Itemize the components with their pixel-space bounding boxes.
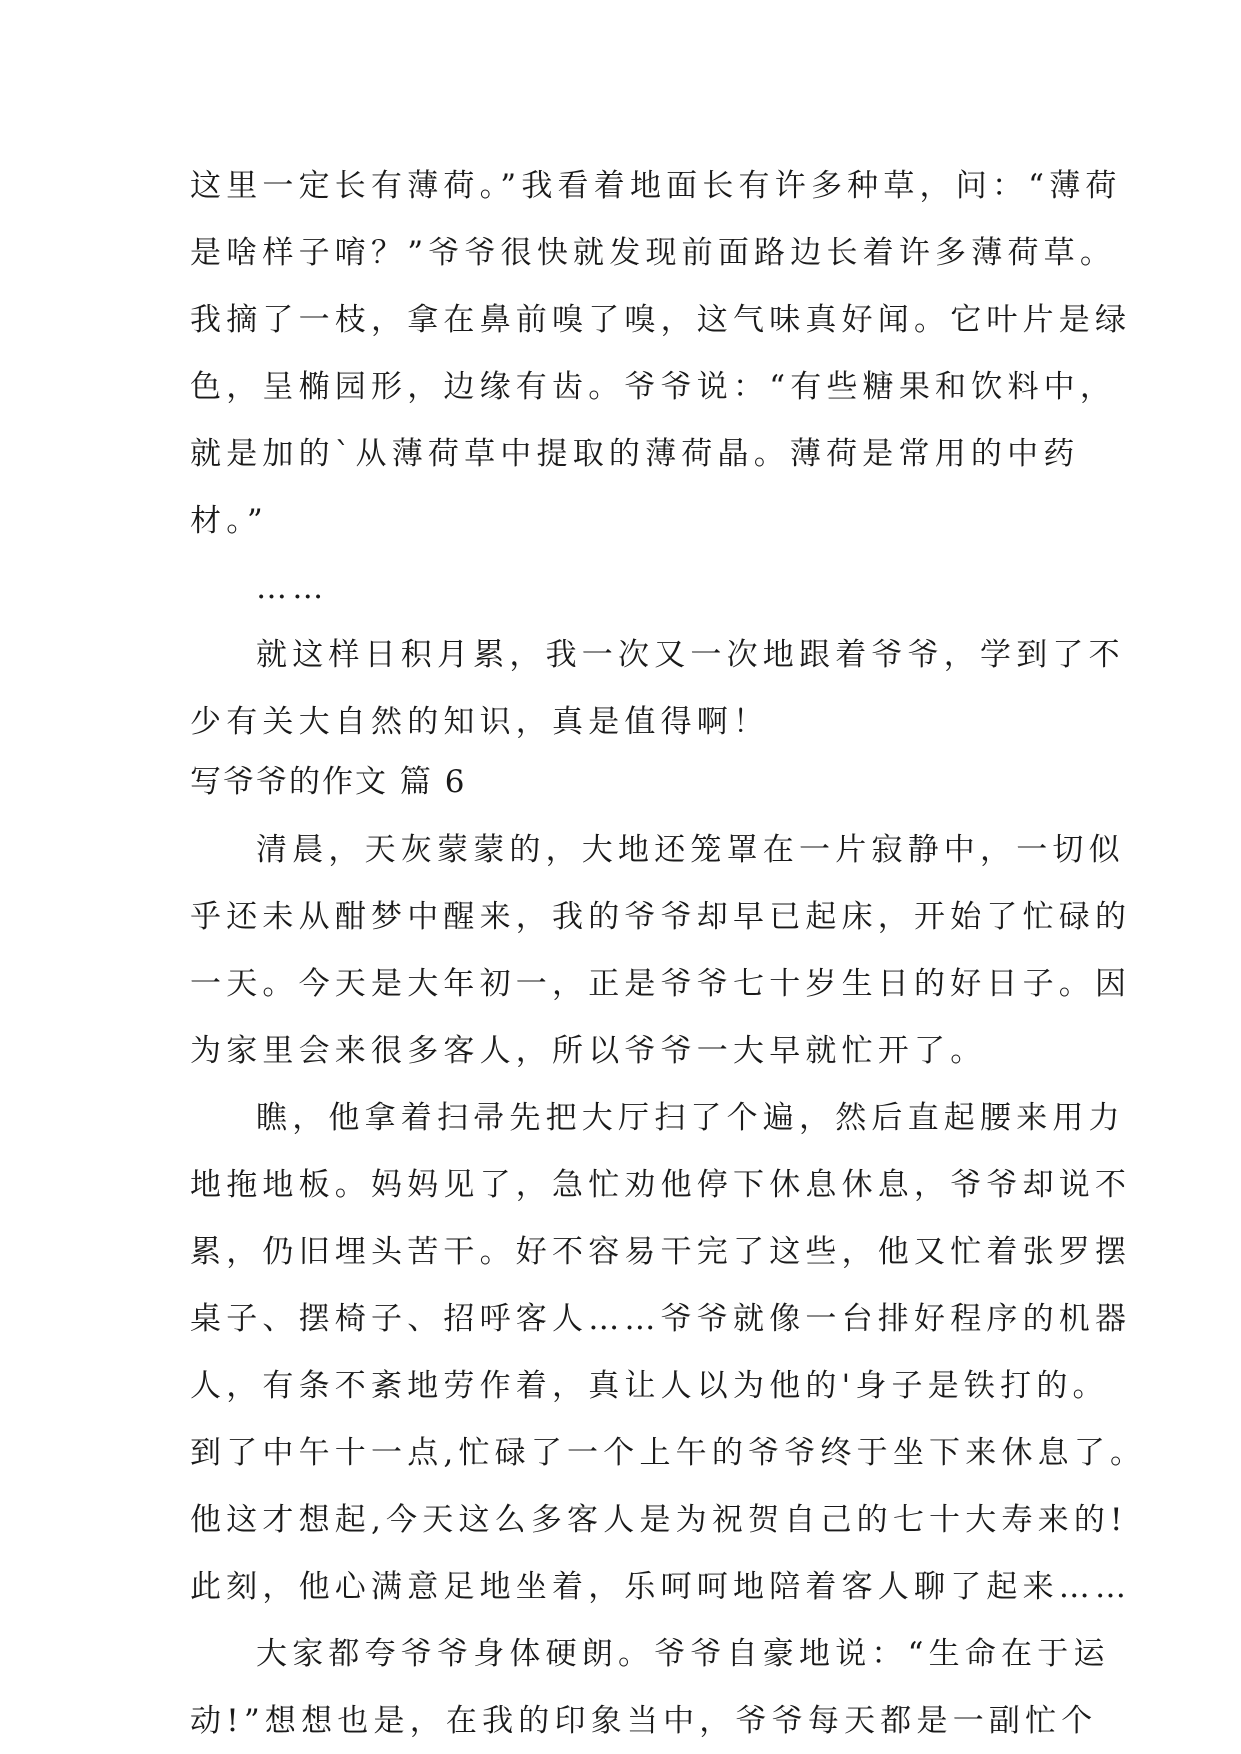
text-line: 人，有条不紊地劳作着，真让人以为他的'身子是铁打的。 (190, 1368, 1109, 1404)
text-line: 是啥样子唷？”爷爷很快就发现前面路边长着许多薄荷草。 (190, 235, 1117, 271)
text-line: 这里一定长有薄荷。”我看着地面长有许多种草，问：“薄荷 (190, 168, 1122, 204)
section-heading: 写爷爷的作文 篇 6 (190, 764, 467, 800)
text-line: 乎还未从酣梦中醒来，我的爷爷却早已起床，开始了忙碌的 (190, 899, 1132, 935)
text-line: 此刻，他心满意足地坐着，乐呵呵地陪着客人聊了起来…… (190, 1569, 1132, 1605)
paragraph-start: 就这样日积月累，我一次又一次地跟着爷爷，学到了不 (256, 637, 1125, 673)
text-line: 材。” (190, 503, 268, 539)
text-line: 动!”想想也是，在我的印象当中，爷爷每天都是一副忙个 (190, 1703, 1098, 1739)
text-line: 桌子、摆椅子、招呼客人……爷爷就像一台排好程序的机器 (190, 1301, 1132, 1337)
text-line: 少有关大自然的知识，真是值得啊！ (190, 704, 770, 740)
text-line: 地拖地板。妈妈见了，急忙劝他停下休息休息，爷爷却说不 (190, 1167, 1132, 1203)
text-line: 到了中午十一点,忙碌了一个上午的爷爷终于坐下来休息了。 (190, 1435, 1147, 1471)
paragraph-start: 清晨，天灰蒙蒙的，大地还笼罩在一片寂静中，一切似 (256, 832, 1125, 868)
paragraph-start: 瞧，他拿着扫帚先把大厅扫了个遍，然后直起腰来用力 (256, 1100, 1125, 1136)
text-line: 一天。今天是大年初一，正是爷爷七十岁生日的好日子。因 (190, 966, 1132, 1002)
ellipsis-line: …… (256, 570, 329, 606)
text-line: 就是加的`从薄荷草中提取的薄荷晶。薄荷是常用的中药 (190, 436, 1080, 472)
text-line: 色，呈椭园形，边缘有齿。爷爷说：“有些糖果和饮料中， (190, 369, 1117, 405)
paragraph-start: 大家都夸爷爷身体硬朗。爷爷自豪地说：“生命在于运 (256, 1636, 1110, 1672)
text-line: 我摘了一枝，拿在鼻前嗅了嗅，这气味真好闻。它叶片是绿 (190, 302, 1132, 338)
text-line: 他这才想起,今天这么多客人是为祝贺自己的七十大寿来的! (190, 1502, 1128, 1538)
text-line: 累，仍旧埋头苦干。好不容易干完了这些，他又忙着张罗摆 (190, 1234, 1132, 1270)
text-line: 为家里会来很多客人，所以爷爷一大早就忙开了。 (190, 1033, 987, 1069)
